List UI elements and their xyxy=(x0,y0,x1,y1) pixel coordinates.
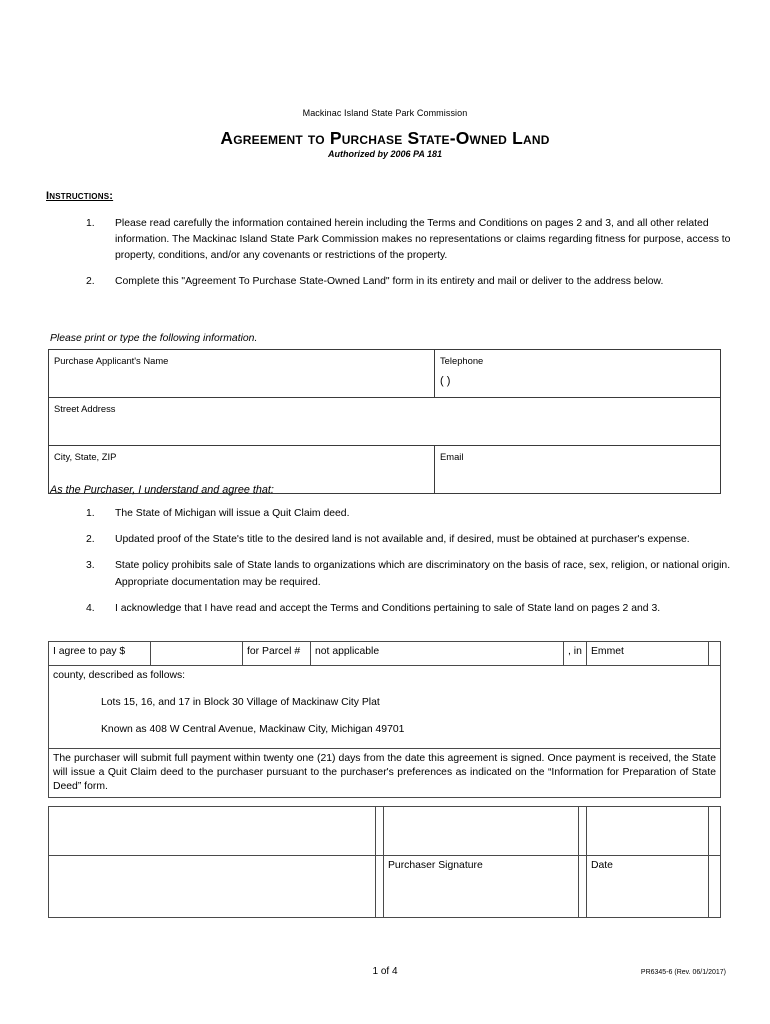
date-label: Date xyxy=(591,860,613,871)
signature-upper-middle-cell[interactable] xyxy=(384,807,579,856)
signature-lower-end-cell xyxy=(709,856,721,918)
purchaser-signature-field[interactable] xyxy=(384,856,579,918)
table-row xyxy=(49,350,721,398)
table-row xyxy=(49,398,721,446)
pay-amount-input[interactable] xyxy=(151,642,243,666)
list-item-number: 1. xyxy=(86,218,95,229)
signature-upper-right-cell[interactable] xyxy=(587,807,709,856)
applicant-info-table xyxy=(48,349,721,494)
list-item-number: 2. xyxy=(86,275,95,287)
table-row xyxy=(49,666,721,749)
telephone-label: Telephone xyxy=(440,355,484,366)
list-item-number: 3. xyxy=(86,560,95,572)
list-item-text: I acknowledge that I have read and accept the Terms and Conditions pertaining to sale of State land on pages 2 and 3. xyxy=(115,602,661,614)
street-address-field[interactable] xyxy=(49,398,721,446)
list-item xyxy=(86,558,736,590)
instructions-list xyxy=(86,216,736,299)
form-number: PR6345-6 (Rev. 06/1/2017) xyxy=(640,969,726,976)
print-or-type-note: Please print or type the following information. xyxy=(50,333,258,344)
parcel-number-label: for Parcel # xyxy=(243,642,311,666)
description-line-1: Lots 15, 16, and 17 in Block 30 Village of Mackinaw City Plat xyxy=(101,697,380,708)
page-number: 1 of 4 xyxy=(372,966,398,977)
list-item-text: Updated proof of the State's title to the desired land is not available and, if desired, must be obtained at purchaser's expense. xyxy=(115,534,690,546)
list-item-text: Complete this "Agreement To Purchase State-Owned Land" form in its entirety and mail or deliver to the address below. xyxy=(115,275,664,287)
purchaser-agreement-list xyxy=(86,506,736,627)
payment-terms-paragraph: The purchaser will submit full payment within twenty one (21) days from the date this agreement is signed. Once payment is received, the State will issue a Quit Claim deed to the purchaser pursuant to the purchaser's preferences as indicated on the “Information for Preparation of State Deed” form. xyxy=(49,749,721,798)
list-item xyxy=(86,506,736,522)
signature-upper-left-cell[interactable] xyxy=(49,807,376,856)
table-row xyxy=(49,856,721,918)
list-item xyxy=(86,532,736,548)
pay-amount-label: I agree to pay $ xyxy=(49,642,151,666)
applicant-name-label: Purchase Applicant's Name xyxy=(54,355,169,366)
applicant-name-field[interactable] xyxy=(49,350,435,398)
list-item-text: State policy prohibits sale of State lands to organizations which are discriminatory on the basis of race, sex, religion, or national origin. Appropriate documentation may be required. xyxy=(115,560,731,588)
list-item-text: Please read carefully the information contained herein including the Terms and Conditions on pages 2 and 3, and all other related information. The Mackinac Island State Park Commission makes no representations or claims regarding fitness for purpose, access to property, conditions, and/or any covenants or restrictions of the property. xyxy=(115,218,731,262)
date-field[interactable] xyxy=(587,856,709,918)
street-address-label: Street Address xyxy=(54,403,116,414)
authorization-subtitle: Authorized by 2006 PA 181 xyxy=(327,149,443,159)
table-row xyxy=(49,807,721,856)
city-state-zip-label: City, State, ZIP xyxy=(54,451,117,462)
purchase-agreement-table xyxy=(48,641,721,798)
page-title: Agreement to Purchase State-Owned Land xyxy=(220,128,550,148)
county-input[interactable]: Emmet xyxy=(587,642,709,666)
purchaser-agreement-lead-in: As the Purchaser, I understand and agree that: xyxy=(50,484,274,496)
agency-name: Mackinac Island State Park Commission xyxy=(302,108,468,118)
column-spacer xyxy=(376,856,384,918)
county-suffix-text: county, described as follows: xyxy=(53,670,186,681)
telephone-field[interactable] xyxy=(435,350,721,398)
column-spacer xyxy=(376,807,384,856)
email-field[interactable] xyxy=(435,446,721,494)
signature-upper-end-cell xyxy=(709,807,721,856)
list-item-text: The State of Michigan will issue a Quit Claim deed. xyxy=(115,508,350,519)
in-label: , in xyxy=(564,642,587,666)
purchaser-signature-label: Purchaser Signature xyxy=(388,860,483,871)
property-description-cell[interactable] xyxy=(49,666,721,749)
column-spacer xyxy=(579,807,587,856)
column-spacer xyxy=(579,856,587,918)
email-label: Email xyxy=(440,451,464,462)
list-item xyxy=(86,216,736,265)
table-row xyxy=(49,749,721,798)
list-item-number: 4. xyxy=(86,602,95,614)
list-item xyxy=(86,601,736,617)
instructions-heading: Instructions: xyxy=(46,190,114,202)
parcel-number-input[interactable]: not applicable xyxy=(311,642,564,666)
telephone-value: ( ) xyxy=(440,375,451,387)
table-row xyxy=(49,642,721,666)
pay-row-end-cell xyxy=(709,642,721,666)
list-item xyxy=(86,274,736,290)
list-item-number: 1. xyxy=(86,508,95,519)
signature-lower-left-cell[interactable] xyxy=(49,856,376,918)
signature-block-table xyxy=(48,806,721,918)
list-item-number: 2. xyxy=(86,534,95,546)
description-line-2: Known as 408 W Central Avenue, Mackinaw City, Michigan 49701 xyxy=(101,724,405,735)
